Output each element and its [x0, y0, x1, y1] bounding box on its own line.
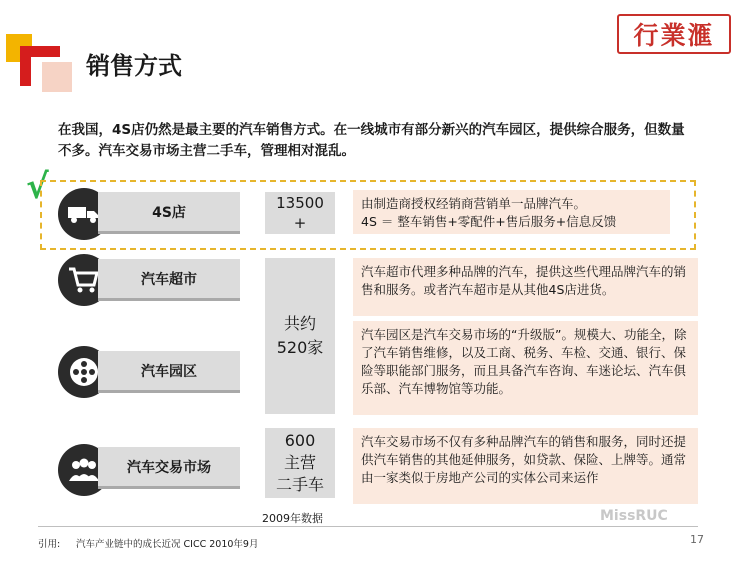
check-icon: √ [26, 167, 49, 207]
citation-text: 汽车产业链中的成长近况 CICC 2010年9月 [76, 539, 259, 550]
count-4s-value: 13500 [276, 194, 324, 212]
count-market [265, 428, 335, 498]
data-year-note: 2009年数据 [262, 512, 323, 525]
count-4s-suffix: + [293, 214, 307, 232]
count-4s [265, 192, 335, 234]
count-market-line3: 二手车 [275, 475, 324, 494]
logo-square-pink [42, 62, 72, 92]
seal-logo: 行業滙 [617, 14, 731, 54]
page-title: 销售方式 [86, 52, 182, 80]
desc-4s: 由制造商授权经销商营销单一品牌汽车。 4S ＝ 整车销售+零配件+售后服务+信息反馈 [353, 190, 670, 234]
row-label-trade-market: 汽车交易市场 [98, 447, 240, 489]
page-number: 17 [690, 533, 704, 546]
row-label-4s: 4S店 [98, 192, 240, 234]
desc-auto-park: 汽车园区是汽车交易市场的“升级版”。规模大、功能全，除了汽车销售维修，以及工商、税务、车检、交通、银行、保险等职能部门服务，而且具备汽车咨询、车迷论坛、汽车俱乐部、汽车博物馆等功能。 [353, 321, 698, 415]
desc-supermarket: 汽车超市代理多种品牌的汽车，提供这些代理品牌汽车的销售和服务。或者汽车超市是从其他4S店进货。 [353, 258, 698, 316]
footer-divider [38, 526, 698, 527]
count-middle-line2: 520家 [276, 338, 324, 357]
count-middle [265, 258, 335, 414]
row-label-supermarket: 汽车超市 [98, 259, 240, 301]
watermark: MissRUC [600, 508, 668, 524]
count-market-line2: 主营 [283, 453, 316, 472]
count-market-line1: 600 [284, 431, 316, 450]
count-middle-line1: 共约 [283, 314, 316, 333]
citation-label: 引用: [38, 539, 61, 550]
intro-paragraph: 在我国，4S店仍然是最主要的汽车销售方式。在一线城市有部分新兴的汽车园区，提供综合服务，但数量不多。汽车交易市场主营二手车，管理相对混乱。 [58, 122, 685, 159]
row-label-auto-park: 汽车园区 [98, 351, 240, 393]
desc-trade-market: 汽车交易市场不仅有多种品牌汽车的销售和服务，同时还提供汽车销售的其他延伸服务，如贷款、保险、上牌等。通常由一家类似于房地产公司的实体公司来运作 [353, 428, 698, 504]
